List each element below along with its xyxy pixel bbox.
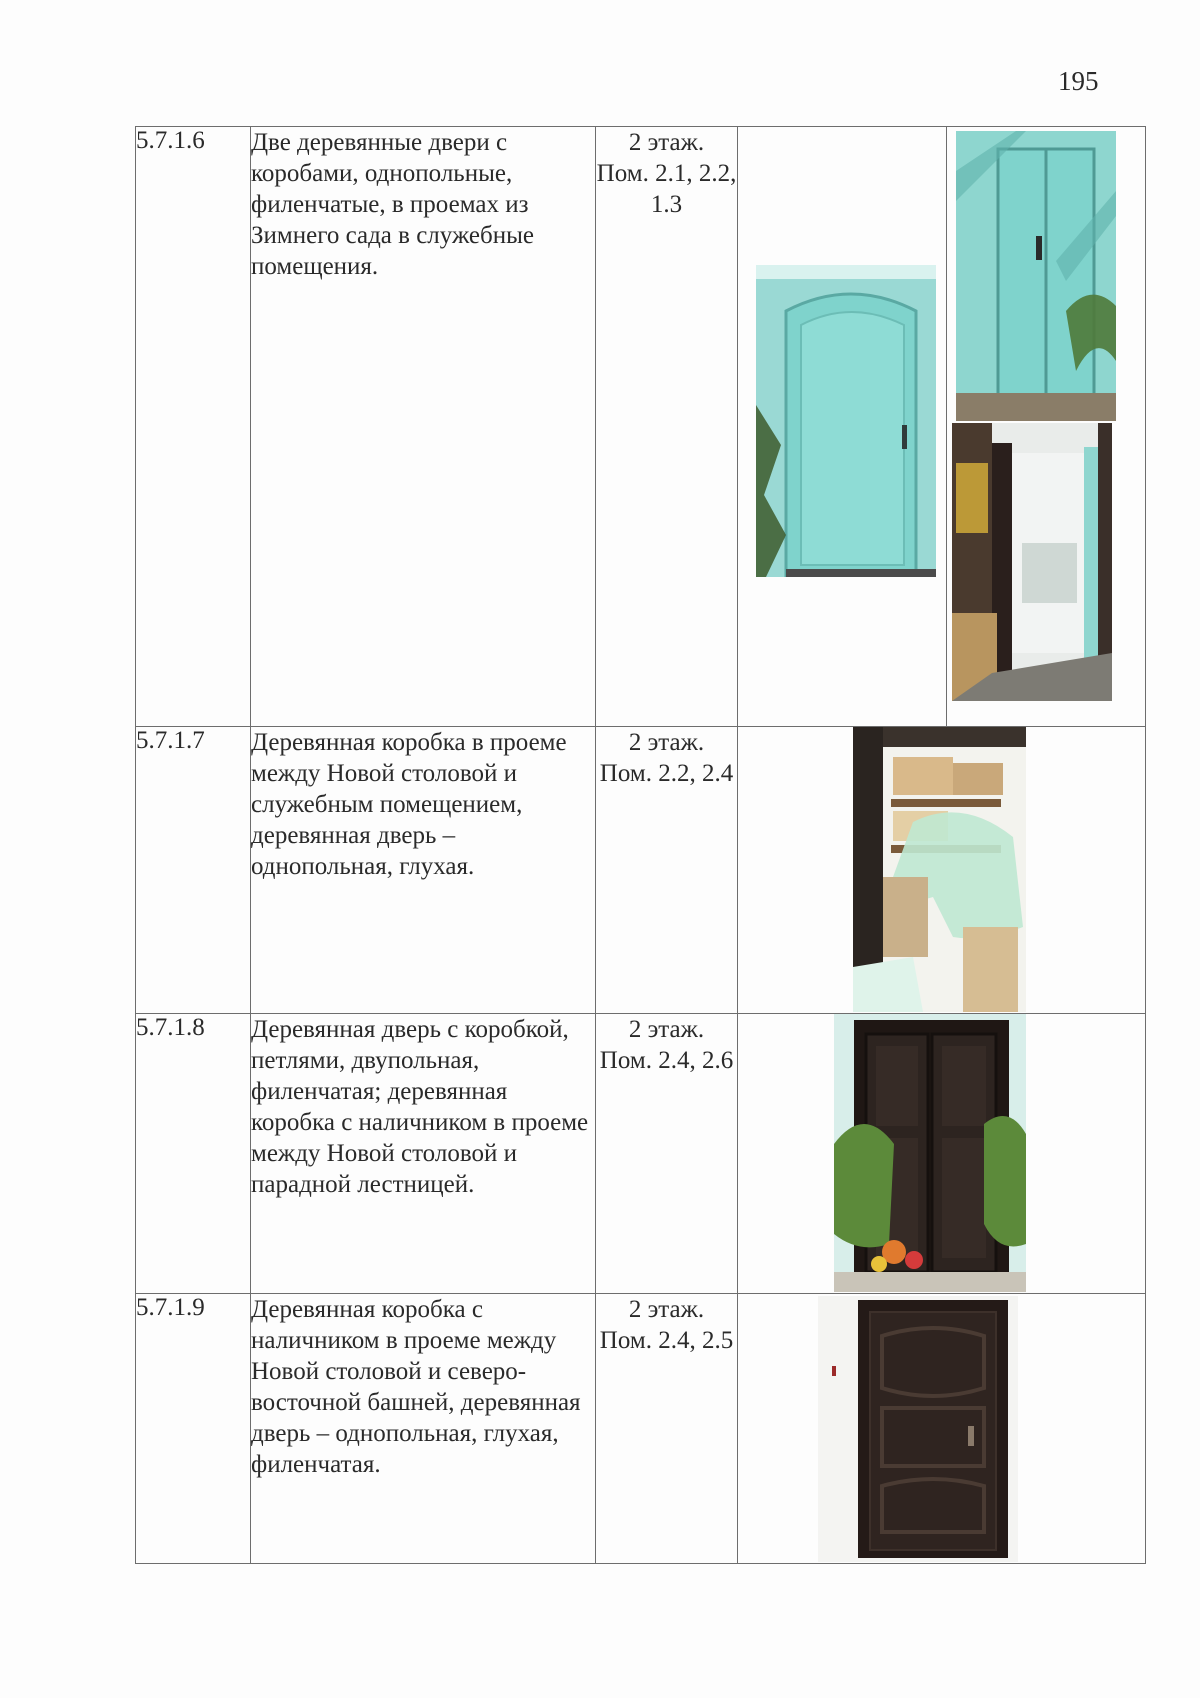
item-code: 5.7.1.7 (136, 727, 251, 1014)
table-row (136, 127, 1146, 727)
table-row (136, 727, 1146, 1014)
item-description: Деревянная дверь с коробкой, петлями, двупольная, филенчатая; деревянная коробка с наличником в проеме между Новой столовой и парадной лестницей. (251, 1014, 596, 1294)
photo-dark-panel-door (818, 1296, 1018, 1562)
item-location (596, 1294, 738, 1564)
location-floor: 2 этаж. (628, 129, 705, 156)
location-rooms: Пом. 2.2, 2.4 (599, 760, 734, 787)
photo-open-door-view (952, 423, 1112, 701)
item-code: 5.7.1.9 (136, 1294, 251, 1564)
table-row (136, 1014, 1146, 1294)
photo-cell (738, 1014, 1146, 1294)
photo-turquoise-door-double (956, 131, 1116, 421)
photo-cell (738, 1294, 1146, 1564)
inventory-table (135, 126, 1146, 1564)
page-number: 195 (1058, 66, 1099, 96)
photo-dark-double-door (834, 1014, 1026, 1292)
item-description: Деревянная коробка с наличником в проеме между Новой столовой и северо-восточной башней, деревянная дверь – однопольная, глухая, филенчатая. (251, 1294, 596, 1564)
item-code: 5.7.1.6 (136, 127, 251, 727)
photo-cell (738, 127, 1146, 727)
item-description: Две деревянные двери с коробами, однопольные, филенчатые, в проемах из Зимнего сада в служебные помещения. (251, 127, 596, 727)
photo-storage-doorway (853, 727, 1026, 1012)
location-rooms: Пом. 2.1, 2.2, 1.3 (596, 160, 737, 218)
item-location (596, 127, 738, 727)
item-description: Деревянная коробка в проеме между Новой столовой и служебным помещением, деревянная дверь – однопольная, глухая. (251, 727, 596, 1014)
photo-cell (738, 727, 1146, 1014)
location-floor: 2 этаж. (628, 1296, 705, 1323)
photo-divider (946, 127, 947, 726)
table-row (136, 1294, 1146, 1564)
location-floor: 2 этаж. (628, 729, 705, 756)
location-floor: 2 этаж. (628, 1016, 705, 1043)
item-location (596, 727, 738, 1014)
location-rooms: Пом. 2.4, 2.5 (599, 1327, 734, 1354)
photo-turquoise-door (756, 265, 936, 577)
item-location (596, 1014, 738, 1294)
location-rooms: Пом. 2.4, 2.6 (599, 1047, 734, 1074)
item-code: 5.7.1.8 (136, 1014, 251, 1294)
